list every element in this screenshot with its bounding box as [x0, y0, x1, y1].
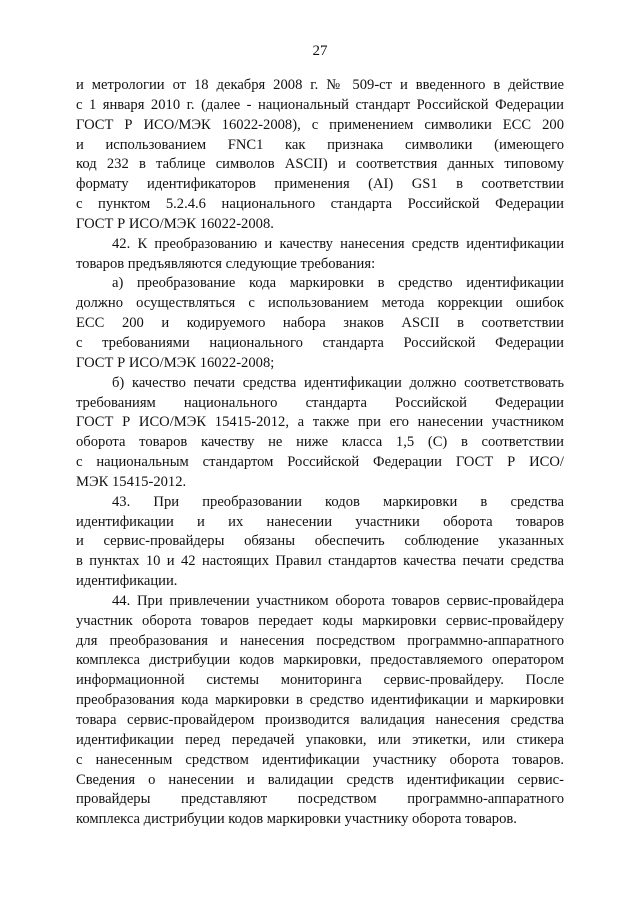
text-line: с требованиями национального стандарта Российской Федерации — [76, 334, 564, 351]
text-line: 42. К преобразованию и качеству нанесения средств идентификации — [112, 235, 564, 252]
text-line: 44. При привлечении участником оборота товаров сервис-провайдера — [112, 592, 564, 609]
text-line: формату идентификаторов применения (AI) GS1 в соответствии — [76, 176, 564, 193]
text-line: Сведения о нанесении и валидации средств идентификации сервис- — [76, 771, 564, 788]
text-line: ECC 200 и кодируемого набора знаков ASCII в соответствии — [76, 315, 564, 332]
text-line: с национальным стандартом Российской Федерации ГОСТ Р ИСО/ — [76, 454, 564, 471]
text-line: идентификации. — [76, 573, 178, 590]
text-line: должно осуществляться с использованием метода коррекции ошибок — [76, 295, 564, 312]
text-line: ГОСТ Р ИСО/МЭК 16022-2008. — [76, 215, 274, 232]
body-text — [76, 76, 564, 830]
text-line: код 232 в таблице символов ASCII) и соответствия данных типовому — [76, 156, 564, 173]
page-number: 27 — [312, 43, 328, 59]
text-line: преобразования кода маркировки в средство идентификации и маркировки — [76, 692, 564, 709]
text-line: МЭК 15415-2012. — [76, 473, 187, 490]
text-line: 43. При преобразовании кодов маркировки в средства — [112, 493, 564, 510]
text-line: и использованием FNC1 как признака символики (имеющего — [76, 136, 564, 153]
text-line: оборота товаров качеству не ниже класса 1,5 (C) в соответствии — [76, 434, 564, 451]
text-line: ГОСТ Р ИСО/МЭК 16022-2008), с применением символики ECC 200 — [76, 116, 564, 133]
text-line: участник оборота товаров передает коды маркировки сервис-провайдеру — [76, 612, 564, 629]
text-line: ГОСТ Р ИСО/МЭК 16022-2008; — [76, 354, 275, 371]
text-line: с нанесенным средством идентификации участнику оборота товаров. — [76, 751, 564, 768]
text-line: в пунктах 10 и 42 настоящих Правил стандартов качества печати средства — [76, 553, 564, 570]
text-line: комплекса дистрибуции кодов маркировки, предоставляемого оператором — [76, 652, 564, 669]
text-line: провайдеры представляют посредством программно-аппаратного — [76, 791, 564, 808]
text-line: товара сервис-провайдером производится валидация нанесения средства — [76, 712, 564, 728]
text-line: и сервис-провайдеры обязаны обеспечить соблюдение указанных — [76, 533, 564, 550]
text-line: ГОСТ Р ИСО/МЭК 15415-2012, а также при его нанесении участником — [76, 414, 564, 431]
text-line: идентификации и их нанесении участники оборота товаров — [76, 513, 564, 530]
text-line: требованиям национального стандарта Российской Федерации — [76, 394, 564, 411]
text-line: для преобразования и нанесения посредством программно-аппаратного — [76, 632, 564, 649]
text-line: с пунктом 5.2.4.6 национального стандарта Российской Федерации — [76, 196, 564, 213]
text-line: б) качество печати средства идентификации должно соответствовать — [112, 374, 564, 391]
text-line: и метрологии от 18 декабря 2008 г. № 509-ст и введенного в действие — [76, 77, 564, 93]
text-line: с 1 января 2010 г. (далее - национальный стандарт Российской Федерации — [76, 96, 564, 113]
text-line: товаров предъявляются следующие требования: — [76, 255, 376, 272]
text-line: комплекса дистрибуции кодов маркировки участнику оборота товаров. — [76, 811, 517, 828]
text-line: а) преобразование кода маркировки в средство идентификации — [112, 275, 564, 292]
text-line: информационной системы мониторинга сервис-провайдеру. После — [76, 672, 564, 689]
text-line: идентификации перед передачей упаковки, или этикетки, или стикера — [76, 731, 564, 748]
